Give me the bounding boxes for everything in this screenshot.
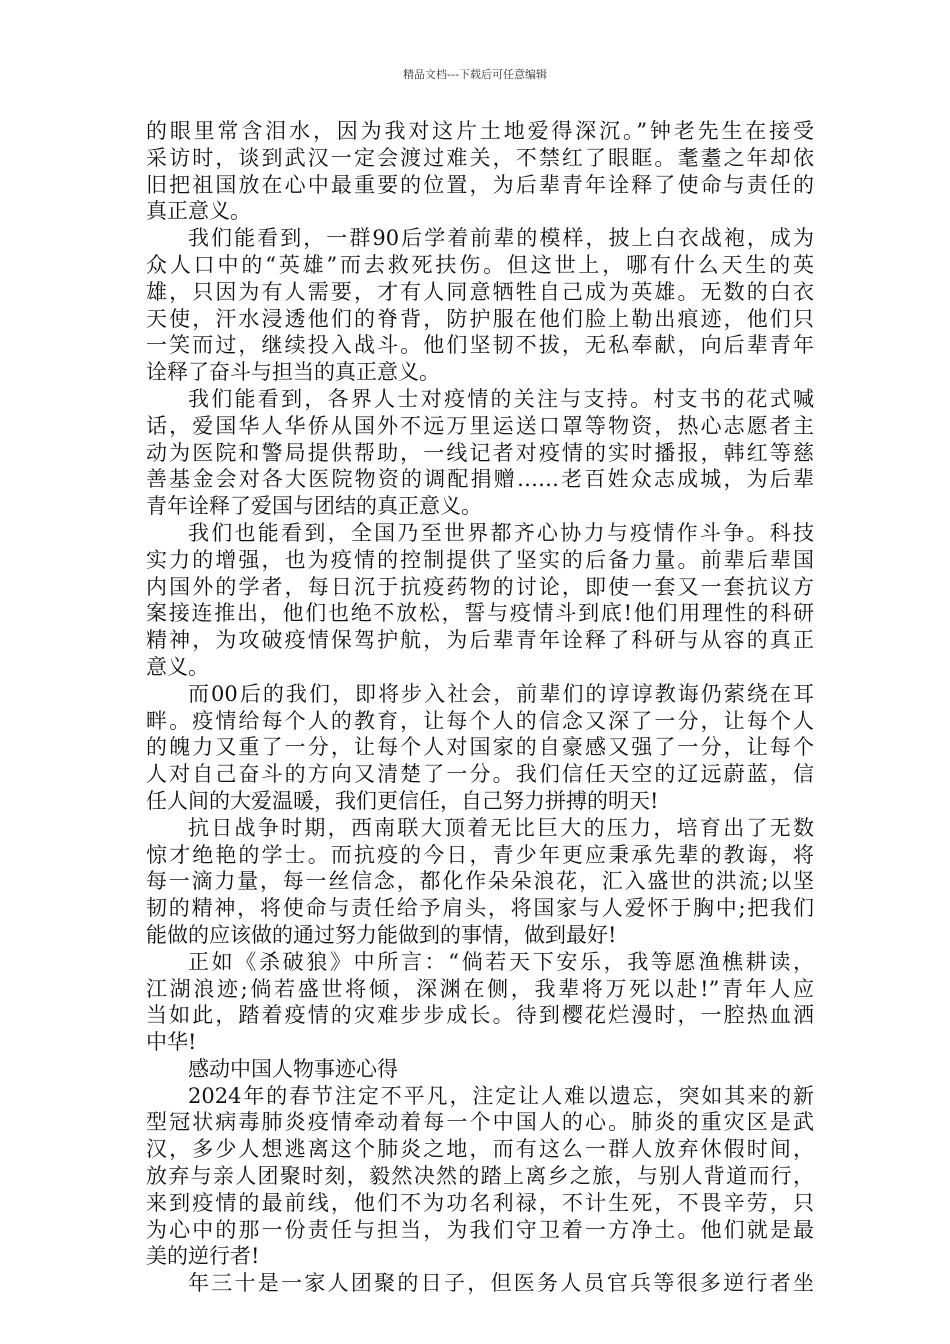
text-line: 江湖浪迹;倘若盛世将倾，深渊在侧，我辈将万死以赴!”青年人应 xyxy=(146,976,814,1001)
text-line: 善基金会对各大医院物资的调配捐赠……老百姓众志成城，为后辈 xyxy=(146,467,814,492)
text-line: 中华! xyxy=(146,1030,197,1055)
text-line: 当如此，踏着疫情的灾难步步成长。待到樱花烂漫时，一腔热血洒 xyxy=(146,1003,814,1028)
document-body xyxy=(146,118,814,1297)
text-line: 我们能看到，各界人士对疫情的关注与支持。村支书的花式喊 xyxy=(188,386,814,411)
text-line: 型冠状病毒肺炎疫情牵动着每一个中国人的心。肺炎的重灾区是武 xyxy=(146,1110,814,1135)
text-line: 正如《杀破狼》中所言：“倘若天下安乐，我等愿渔樵耕读， xyxy=(188,949,814,974)
text-line: 旧把祖国放在心中最重要的位置，为后辈青年诠释了使命与责任的 xyxy=(146,172,814,197)
text-line: 我们能看到，一群90后学着前辈的模样，披上白衣战袍，成为 xyxy=(188,226,814,251)
text-line: 美的逆行者! xyxy=(146,1244,260,1269)
text-line: 任人间的大爱温暖，我们更信任，自己努力拼搏的明天! xyxy=(146,788,659,813)
text-line: 精神，为攻破疫情保驾护航，为后辈青年诠释了科研与从容的真正 xyxy=(146,628,814,653)
text-line: 天使，汗水浸透他们的脊背，防护服在他们脸上勒出痕迹，他们只 xyxy=(146,306,814,331)
text-line: 采访时，谈到武汉一定会渡过难关，不禁红了眼眶。耄耋之年却依 xyxy=(146,145,814,170)
text-line: 抗日战争时期，西南联大顶着无比巨大的压力，培育出了无数 xyxy=(188,815,814,840)
text-line: 人对自己奋斗的方向又清楚了一分。我们信任天空的辽远蔚蓝，信 xyxy=(146,762,814,787)
text-line: 放弃与亲人团聚时刻，毅然决然的踏上离乡之旅，与别人背道而行， xyxy=(146,1164,814,1189)
text-line: 话，爱国华人华侨从国外不远万里运送口罩等物资，热心志愿者主 xyxy=(146,413,814,438)
text-line: 而00后的我们，即将步入社会，前辈们的谆谆教诲仍萦绕在耳 xyxy=(188,681,814,706)
text-line: 畔。疫情给每个人的教育，让每个人的信念又深了一分，让每个人 xyxy=(146,708,814,733)
text-line: 真正意义。 xyxy=(146,199,251,224)
text-line: 内国外的学者，每日沉于抗疫药物的讨论，即使一套又一套抗议方 xyxy=(146,574,814,599)
text-line: 我们也能看到，全国乃至世界都齐心协力与疫情作斗争。科技 xyxy=(188,520,814,545)
text-line: 意义。 xyxy=(146,654,209,679)
text-line: 案接连推出，他们也绝不放松，誓与疫情斗到底!他们用理性的科研 xyxy=(146,601,814,626)
text-line: 青年诠释了爱国与团结的真正意义。 xyxy=(146,494,482,519)
text-line: 雄，只因为有人需要，才有人同意牺牲自己成为英雄。无数的白衣 xyxy=(146,279,814,304)
text-line: 的魄力又重了一分，让每个人对国家的自豪感又强了一分，让每个 xyxy=(146,735,814,760)
text-line: 的眼里常含泪水，因为我对这片土地爱得深沉。”钟老先生在接受 xyxy=(146,119,814,143)
text-line: 动为医院和警局提供帮助，一线记者对疫情的实时播报，韩红等慈 xyxy=(146,440,814,465)
text-line: 诠释了奋斗与担当的真正意义。 xyxy=(146,360,440,385)
text-line: 惊才绝艳的学士。而抗疫的今日，青少年更应秉承先辈的教诲，将 xyxy=(146,842,814,867)
text-line: 众人口中的“英雄”而去救死扶伤。但这世上，哪有什么天生的英 xyxy=(146,252,814,277)
text-line: 一笑而过，继续投入战斗。他们坚韧不拔，无私奉献，向后辈青年 xyxy=(146,333,814,358)
text-line: 韧的精神，将使命与责任给予肩头，将国家与人爱怀于胸中;把我们 xyxy=(146,896,814,921)
text-line: 能做的应该做的通过努力能做到的事情，做到最好! xyxy=(146,922,617,947)
text-line: 年三十是一家人团聚的日子，但医务人员官兵等很多逆行者坐 xyxy=(188,1271,814,1296)
page-header: 精品文档---下载后可任意编辑 xyxy=(403,68,547,81)
text-line: 为心中的那一份责任与担当，为我们守卫着一方净土。他们就是最 xyxy=(146,1217,814,1242)
text-line: 汉，多少人想逃离这个肺炎之地，而有这么一群人放弃休假时间， xyxy=(146,1137,814,1162)
text-line: 感动中国人物事迹心得 xyxy=(188,1056,398,1081)
text-line: 来到疫情的最前线，他们不为功名利禄，不计生死，不畏辛劳，只 xyxy=(146,1190,814,1215)
text-line: 2024年的春节注定不平凡，注定让人难以遗忘，突如其来的新 xyxy=(188,1083,814,1108)
text-line: 实力的增强，也为疫情的控制提供了坚实的后备力量。前辈后辈国 xyxy=(146,547,814,572)
text-line: 每一滴力量，每一丝信念，都化作朵朵浪花，汇入盛世的洪流;以坚 xyxy=(146,869,814,894)
